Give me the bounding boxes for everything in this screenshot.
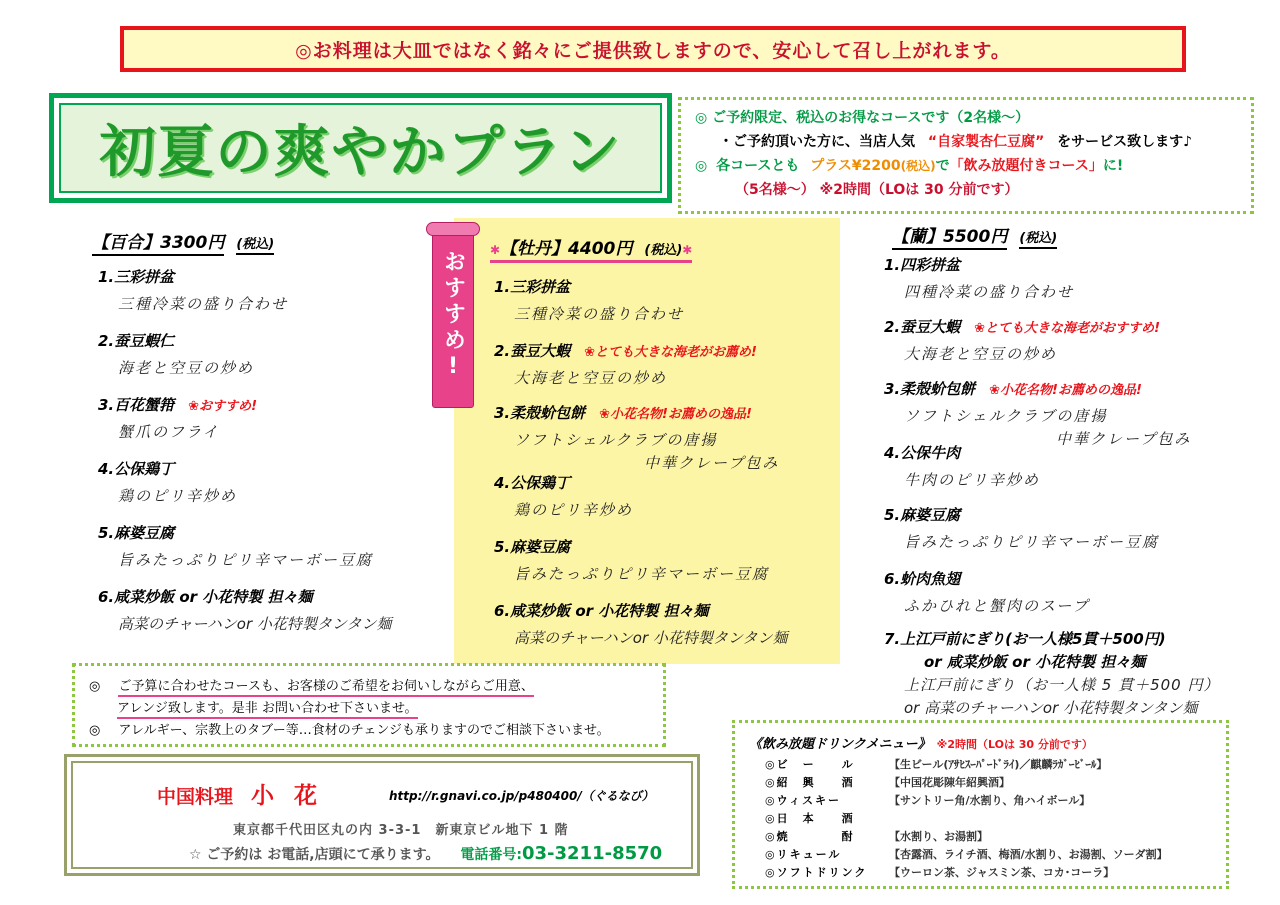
notes-box [72,663,666,747]
botan-item-3: 3.柔殻蚧包餅 ❀小花名物!お薦めの逸品! ソフトシェルクラブの唐揚 中華クレープ包み [494,404,780,472]
ran-item-7: 7.上江戸前にぎり(お一人様5貫＋500円) or 咸菜炒飯 or 小花特製 担々麺 上江戸前にぎり（お一人様 5 貫＋500 円） or 高菜のチャーハンor 小花特製タンタン麺 [884,630,1220,717]
drink-row: ◎リキュール 【杏露酒、ライチ酒、梅酒/水割り、お湯割、ソーダ割】 [765,848,1168,861]
flower-icon: ❀ [584,345,596,360]
drink-row: ◎紹 興 酒 【中国花彫陳年紹興酒】 [765,776,1010,789]
flower-icon: ❀ [974,321,986,336]
title-inner [59,103,662,193]
botan-item-1: 1.三彩拼盆 三種冷菜の盛り合わせ [494,278,685,323]
botan-item-4: 4.公保鶏丁 鶏のピリ辛炒め [494,474,634,519]
ran-item-6: 6.蚧肉魚翅 ふかひれと蟹肉のスープ [884,570,1090,615]
note-line-3: ◎ アレルギー、宗教上のタブー等…食材のチェンジも承りますのでご相談下さいませ。 [89,723,610,738]
course-ran-heading: 【蘭】5500円 (税込) [892,222,1057,247]
drink-row: ◎ソフトドリンク 【ウーロン茶、ジャスミン茶、コカ･コーラ】 [765,866,1115,879]
yuri-item-3: 3.百花蟹箝 ❀おすすめ! 蟹爪のフライ [98,396,258,441]
top-notice-banner [120,26,1186,72]
info-limited-text: ご予約限定、税込のお得なコースです（2名様～） [712,110,1030,126]
ran-item-5: 5.麻婆豆腐 旨みたっぷりピリ辛マーボー豆腐 [884,506,1160,551]
title-box [49,93,672,203]
restaurant-url-link[interactable]: http://r.gnavi.co.jp/p480400/（ぐるなび） [389,789,654,803]
botan-item-6: 6.咸菜炒飯 or 小花特製 担々麺 高菜のチャーハンor 小花特製タンタン麺 [494,602,788,647]
scroll-roll-icon [426,222,480,236]
yuri-item-5: 5.麻婆豆腐 旨みたっぷりピリ辛マーボー豆腐 [98,524,374,569]
ran-item-1: 1.四彩拼盆 四種冷菜の盛り合わせ [884,256,1075,301]
info-line-3: ◎ 各コースとも プラス¥2200(税込)で「飲み放題付きコース」に! [695,158,1124,174]
yuri-item-1: 1.三彩拼盆 三種冷菜の盛り合わせ [98,268,289,313]
info-line-2: ・ご予約頂いた方に、当店人気 “自家製杏仁豆腐” をサービス致します♪ [719,134,1193,150]
recommend-banner-text: おすすめ! [440,250,466,383]
flower-icon: ❀ [188,399,200,414]
info-plus-price: プラス¥2200 [810,158,901,174]
yuri-item-2: 2.蚕豆蝦仁 海老と空豆の炒め [98,332,255,377]
page-title: 初夏の爽やかプラン [99,120,622,185]
restaurant-contact: ☆ ご予約は お電話,店頭にて承ります。 電話番号:03-3211-8570 [189,843,663,864]
flower-icon: ❀ [989,383,1001,398]
note-line-2: アレンジ致します。是非 お問い合わせ下さいませ。 [89,698,649,720]
course-yuri-heading: 【百合】3300円 (税込) [92,228,274,253]
info-annin-tofu: “自家製杏仁豆腐” [927,134,1045,150]
ran-item-3: 3.柔殻蚧包餅 ❀小花名物!お薦めの逸品! ソフトシェルクラブの唐揚 中華クレープ包み [884,380,1192,448]
top-notice-text: ◎お料理は大皿ではなく銘々にご提供致しますので、安心して召し上がれます。 [295,39,1011,62]
ran-item-2: 2.蚕豆大蝦 ❀とても大きな海老がおすすめ! 大海老と空豆の炒め [884,318,1161,363]
drink-row: ◎焼 酎 【水割り、お湯割】 [765,830,988,843]
drink-menu-title: 《飲み放題ドリンクメニュー》 ※2時間（LOは 30 分前です） [749,737,1093,752]
info-line-4: （5名様～） ※2時間（LOは 30 分前です） [735,182,1019,198]
asterisk-icon: ✱ [682,243,693,257]
drink-row: ◎ウィスキー 【サントリー角/水割り、角ハイボール】 [765,794,1091,807]
ran-item-4: 4.公保牛肉 牛肉のピリ辛炒め [884,444,1041,489]
flower-icon: ❀ [599,407,611,422]
drink-menu-box [732,720,1229,889]
note-line-1: ◎ ご予算に合わせたコースも、お客様のご希望をお伺いしながらご用意、 [89,676,649,698]
restaurant-name: 中国料理 小 花 [157,783,324,809]
yuri-item-6: 6.咸菜炒飯 or 小花特製 担々麺 高菜のチャーハンor 小花特製タンタン麺 [98,588,392,633]
botan-item-5: 5.麻婆豆腐 旨みたっぷりピリ辛マーボー豆腐 [494,538,770,583]
drink-row: ◎ビ ー ル 【生ビール(ｱｻﾋｽｰﾊﾟｰﾄﾞﾗｲ)／麒麟ﾗｶﾞｰﾋﾞｰﾙ】 [765,758,1108,771]
restaurant-phone[interactable]: 03-3211-8570 [521,843,663,864]
drink-list [749,756,1212,882]
drink-row: ◎日 本 酒 [765,812,855,825]
info-box [678,97,1254,214]
info-line-1: ◎ ご予約限定、税込のお得なコースです（2名様～） [695,110,1030,126]
botan-item-2: 2.蚕豆大蝦 ❀とても大きな海老がお薦め! 大海老と空豆の炒め [494,342,757,387]
asterisk-icon: ✱ [490,243,501,257]
restaurant-address: 東京都千代田区丸の内 3-3-1 新東京ビル地下 1 階 [233,823,569,838]
yuri-item-4: 4.公保鶏丁 鶏のピリ辛炒め [98,460,238,505]
course-botan-heading: ✱【牡丹】4400円 (税込)✱ [490,234,692,259]
restaurant-info-box [64,754,700,876]
info-nomihodai: 「飲み放題付きコース」 [949,158,1103,174]
restaurant-info-inner [71,761,693,869]
